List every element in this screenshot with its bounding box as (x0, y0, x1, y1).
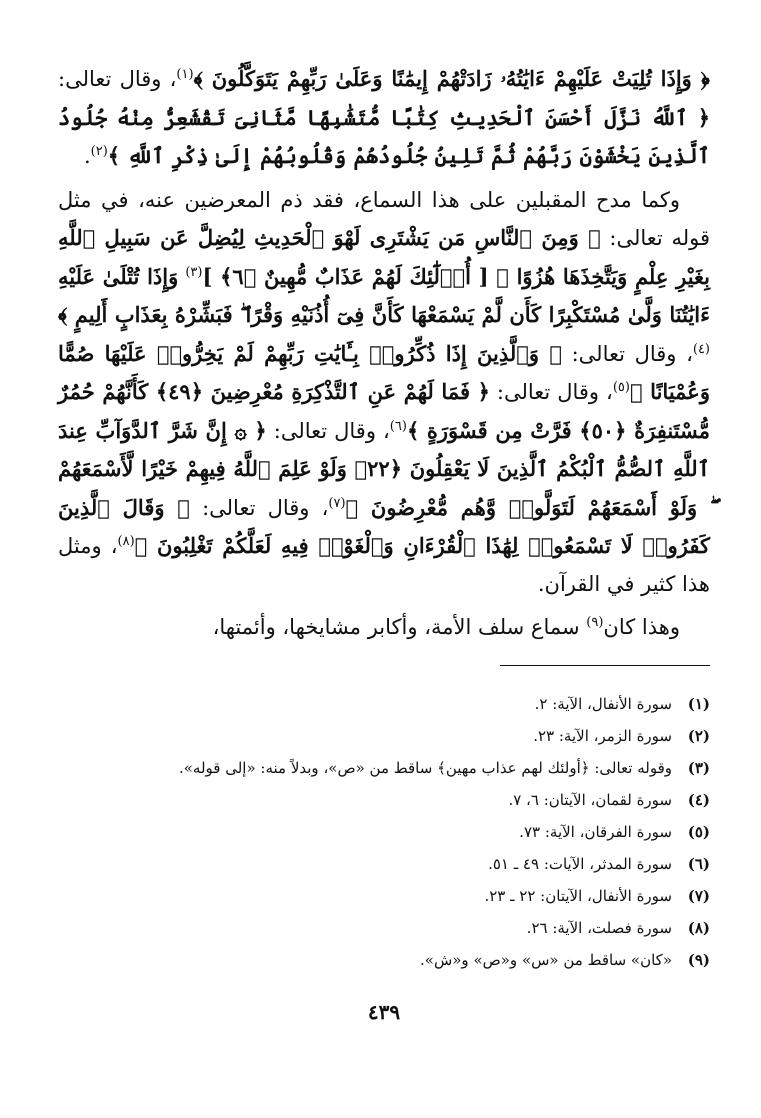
footnote-text: سورة الأنفال، الآية: ٢. (534, 695, 672, 713)
footnote-divider (500, 665, 710, 666)
quran-verse: ﴿ ٱللَّهُ نَزَّلَ أَحْسَنَ ٱلْحَدِيثِ كِتَٰبًا مُّتَشَٰبِهًا مَّثَانِىَ تَقْشَعِرُّ مِنْهُ جُلُودُ ٱلَّذِينَ يَخْشَوْنَ رَبَّهُمْ ثُمَّ تَلِينُ جُلُودُهُمْ وَقُلُوبُهُمْ إِلَىٰ ذِكْرِ ٱللَّهِ ﴾ (58, 104, 710, 168)
text-run: ، وقال تعالى: (58, 67, 177, 91)
footnote-ref: (٨) (117, 534, 135, 549)
page-number: ٤٣٩ (367, 1000, 401, 1024)
footnote-number: (٤) (687, 791, 710, 809)
footnote-ref: (٧) (328, 495, 346, 511)
text-run: وهذا كان (603, 615, 680, 639)
footnote-item (58, 784, 710, 816)
footnote-ref: (٤) (692, 341, 710, 357)
footnote-number: (٢) (687, 727, 710, 745)
footnote-number: (٩) (687, 951, 710, 969)
paragraph (58, 60, 710, 176)
quran-verse: ﴿ وَإِذَا تُلِيَتْ عَلَيْهِمْ ءَايَٰتُهُۥ زَادَتْهُمْ إِيمَٰنًا وَعَلَىٰ رَبِّهِمْ يَتَوَكَّلُونَ ﴾ (193, 66, 710, 91)
footnote-item (58, 720, 710, 752)
footnote-ref: (٢) (90, 144, 108, 159)
footnote-text: سورة الزمر، الآية: ٢٣. (533, 727, 672, 745)
text-run: ، وقال تعالى: (189, 495, 329, 520)
footnote-text: سورة المدثر، الآيات: ٤٩ ـ ٥١. (488, 855, 672, 873)
quran-verse: ﴿ وَقَالَ ٱلَّذِينَ كَفَرُوا۟ لَا تَسْمَعُوا۟ لِهَٰذَا ٱلْقُرْءَانِ وَٱلْغَوْا۟ فِيهِ لَعَلَّكُمْ تَغْلِبُونَ ﴾ (58, 494, 710, 558)
main-text (58, 60, 710, 647)
footnote-number: (٦) (687, 855, 710, 873)
footnote-text: سورة لقمان، الآيتان: ٦، ٧. (508, 791, 672, 809)
footnote-item (58, 816, 710, 848)
quran-verse: ﴿ وَٱلَّذِينَ إِذَا ذُكِّرُوا۟ بِـَٔايَٰتِ رَبِّهِمْ لَمْ يَخِرُّوا۟ عَلَيْهَا صُمًّا وَعُمْيَانًا ﴾ (58, 340, 710, 404)
footnote-text: «كان» ساقط من «س» و«ص» و«ش». (420, 951, 672, 969)
footnote-item (58, 912, 710, 944)
text-run: ، وقال تعالى: (561, 341, 693, 366)
footnote-text: سورة الأنفال، الآيتان: ٢٢ ـ ٢٣. (484, 887, 672, 905)
footnote-item (58, 752, 710, 784)
quran-verse: وَإِذَا تُتْلَىٰ عَلَيْهِ ءَايَٰتُنَا وَلَّىٰ مُسْتَكْبِرًا كَأَن لَّمْ يَسْمَعْهَا كَأَنَّ فِىٓ أُذُنَيْهِ وَقْرًا ۖ فَبَشِّرْهُ بِعَذَابٍ أَلِيمٍ ﴾ (58, 263, 710, 327)
quran-verse: ﴿ فَمَا لَهُمْ عَنِ ٱلتَّذْكِرَةِ مُعْرِضِينَ ﴿٤٩﴾ كَأَنَّهُمْ حُمُرٌ مُّسْتَنفِرَةٌ ﴿٥٠﴾ فَرَّتْ مِن قَسْوَرَةٍ ﴾ (58, 379, 711, 443)
footnote-number: (٣) (687, 759, 710, 777)
footnote-item (58, 880, 710, 912)
footnote-text: سورة الفرقان، الآية: ٧٣. (519, 823, 672, 841)
footnote-number: (٥) (687, 823, 710, 841)
footnote-ref: (٦) (389, 418, 407, 434)
text-run: سماع سلف الأمة، وأكابر مشايخها، وأئمتها، (212, 615, 587, 639)
text-run: وكما مدح المقبلين على هذا السماع، فقد ذم المعرضين عنه، في مثل قوله تعالى: (58, 187, 710, 250)
text-run: ، وقال تعالى: (489, 380, 613, 404)
footnote-ref: (٩) (586, 615, 604, 630)
text-run: ، ومثل هذا كثير في القرآن. (58, 534, 710, 596)
footnote-item (58, 944, 710, 976)
paragraph (58, 182, 710, 604)
text-run: . (83, 144, 91, 168)
footnote-ref: (٥) (612, 380, 630, 395)
text-run: ، وقال تعالى: (266, 418, 390, 443)
footnote-ref: (١) (176, 67, 194, 82)
footnote-item (58, 848, 710, 880)
quran-verse: ﴿ ۞ إِنَّ شَرَّ ٱلدَّوَآبِّ عِندَ ٱللَّهِ ٱلصُّمُّ ٱلْبُكْمُ ٱلَّذِينَ لَا يَعْقِلُونَ ﴿٢٢﴾ وَلَوْ عَلِمَ ٱللَّهُ فِيهِمْ خَيْرًا لَّأَسْمَعَهُمْ ۖ وَلَوْ أَسْمَعَهُمْ لَتَوَلَّوا۟ وَّهُم مُّعْرِضُونَ ﴾ (58, 417, 710, 520)
footnotes-list (58, 688, 710, 976)
footnote-number: (٧) (687, 887, 710, 905)
footnote-ref: (٣) (185, 264, 203, 280)
paragraph (58, 609, 710, 647)
book-page (58, 60, 710, 1080)
footnote-number: (١) (687, 695, 710, 713)
footnote-number: (٨) (687, 919, 710, 937)
footnote-text: سورة فصلت، الآية: ٢٦. (526, 919, 672, 937)
footnote-item (58, 688, 710, 720)
footnote-text: وقوله تعالى: ﴿أولئك لهم عذاب مهين﴾ ساقط من «ص»، وبدلاً منه: «إلى قوله». (178, 759, 672, 777)
quran-verse: ﴿ وَمِنَ ٱلنَّاسِ مَن يَشْتَرِى لَهْوَ ٱلْحَدِيثِ لِيُضِلَّ عَن سَبِيلِ ٱللَّهِ بِغَيْرِ عِلْمٍ وَيَتَّخِذَهَا هُزُوًا ۚ [ أُو۟لَٰٓئِكَ لَهُمْ عَذَابٌ مُّهِينٌ ﴿٦﴾ ] (58, 225, 711, 289)
